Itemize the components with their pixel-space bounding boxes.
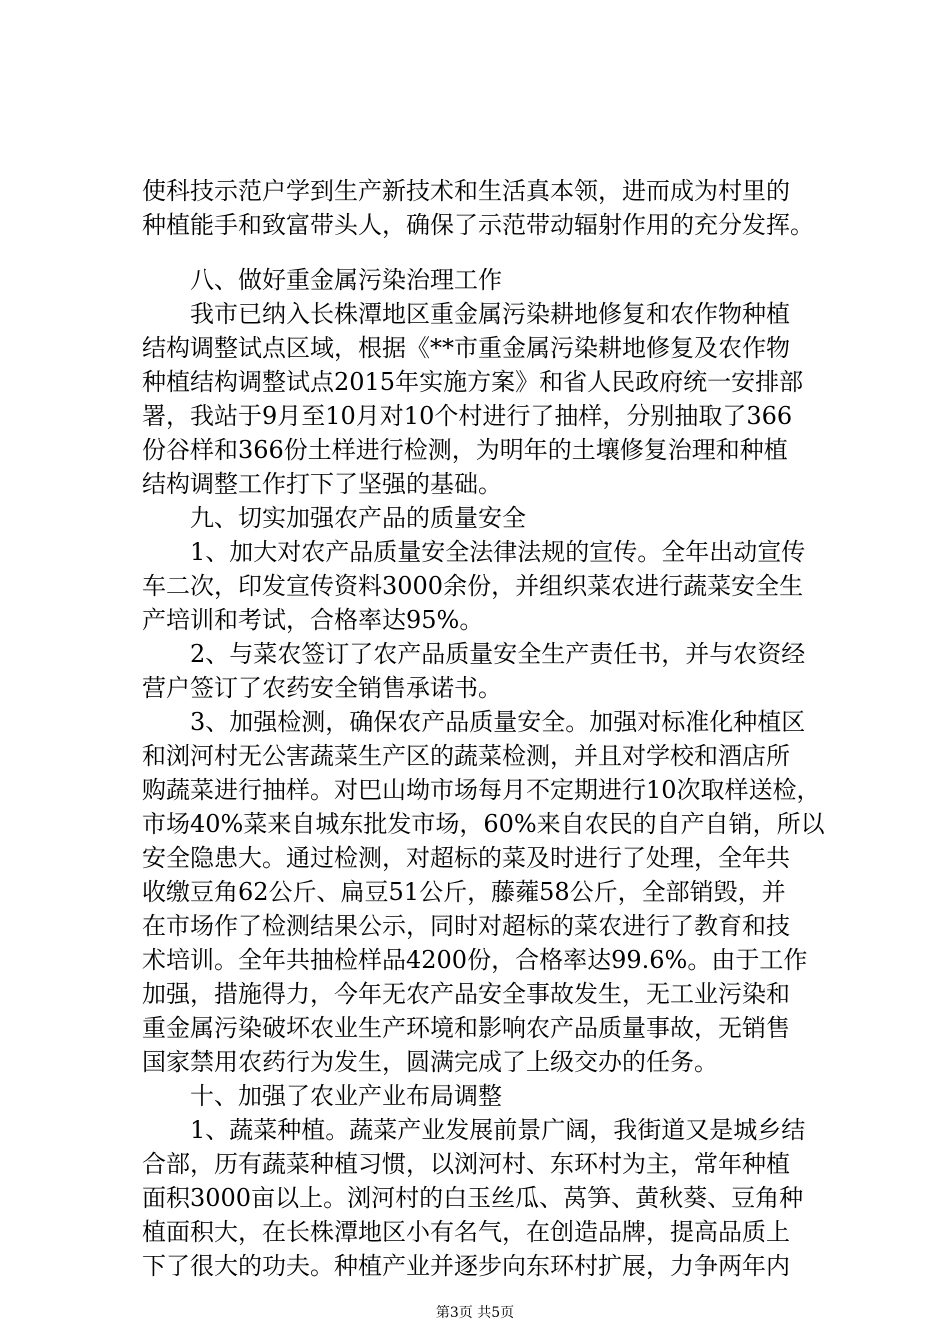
text-line: 合部，历有蔬菜种植习惯，以浏河村、东环村为主，常年种植 <box>142 1150 790 1178</box>
text-line: 1、蔬菜种植。蔬菜产业发展前景广阔，我街道又是城乡结 <box>142 1116 806 1144</box>
text-line: 结构调整试点区域，根据《**市重金属污染耕地修复及农作物 <box>142 334 790 362</box>
text-line: 植面积大，在长株潭地区小有名气，在创造品牌，提高品质上 <box>142 1218 790 1246</box>
text-line: 产培训和考试，合格率达95%。 <box>142 606 484 634</box>
section-heading: 九、切实加强农产品的质量安全 <box>142 504 526 532</box>
text-line: 车二次，印发宣传资料3000余份，并组织菜农进行蔬菜安全生 <box>142 572 804 600</box>
text-line: 术培训。全年共抽检样品4200份，合格率达99.6%。由于工作 <box>142 946 808 974</box>
text-line: 使科技示范户学到生产新技术和生活真本领，进而成为村里的 <box>142 177 790 205</box>
text-line: 1、加大对农产品质量安全法律法规的宣传。全年出动宣传 <box>142 538 806 566</box>
section-heading: 八、做好重金属污染治理工作 <box>142 266 502 294</box>
text-line: 2、与菜农签订了农产品质量安全生产责任书，并与农资经 <box>142 640 806 668</box>
text-line: 结构调整工作打下了坚强的基础。 <box>142 470 502 498</box>
text-line: 营户签订了农药安全销售承诺书。 <box>142 674 502 702</box>
text-line: 署，我站于9月至10月对10个村进行了抽样，分别抽取了366 <box>142 402 793 430</box>
text-line: 市场40%菜来自城东批发市场，60%来自农民的自产自销，所以 <box>142 810 825 838</box>
text-line: 在市场作了检测结果公示，同时对超标的菜农进行了教育和技 <box>142 912 790 940</box>
text-line: 重金属污染破坏农业生产环境和影响农产品质量事故，无销售 <box>142 1014 790 1042</box>
section-heading: 十、加强了农业产业布局调整 <box>142 1082 502 1110</box>
text-line: 加强，措施得力，今年无农产品安全事故发生，无工业污染和 <box>142 980 790 1008</box>
text-line: 种植能手和致富带头人，确保了示范带动辐射作用的充分发挥。 <box>142 211 814 239</box>
text-line: 安全隐患大。通过检测，对超标的菜及时进行了处理，全年共 <box>142 844 790 872</box>
text-line: 国家禁用农药行为发生，圆满完成了上级交办的任务。 <box>142 1048 718 1076</box>
text-line: 我市已纳入长株潭地区重金属污染耕地修复和农作物种植 <box>142 300 790 328</box>
text-line: 种植结构调整试点2015年实施方案》和省人民政府统一安排部 <box>142 368 804 396</box>
page-footer: 第3页 共5页 <box>435 1305 515 1321</box>
text-line: 收缴豆角62公斤、扁豆51公斤，藤蕹58公斤，全部销毁，并 <box>142 878 786 906</box>
text-line: 面积3000亩以上。浏河村的白玉丝瓜、莴笋、黄秋葵、豆角种 <box>142 1184 804 1212</box>
text-line: 3、加强检测，确保农产品质量安全。加强对标准化种植区 <box>142 708 806 736</box>
text-line: 下了很大的功夫。种植产业并逐步向东环村扩展，力争两年内 <box>142 1252 790 1280</box>
text-line: 份谷样和366份土样进行检测，为明年的土壤修复治理和种植 <box>142 436 788 464</box>
text-line: 购蔬菜进行抽样。对巴山坳市场每月不定期进行10次取样送检， <box>142 776 821 804</box>
text-line: 和浏河村无公害蔬菜生产区的蔬菜检测，并且对学校和酒店所 <box>142 742 790 770</box>
